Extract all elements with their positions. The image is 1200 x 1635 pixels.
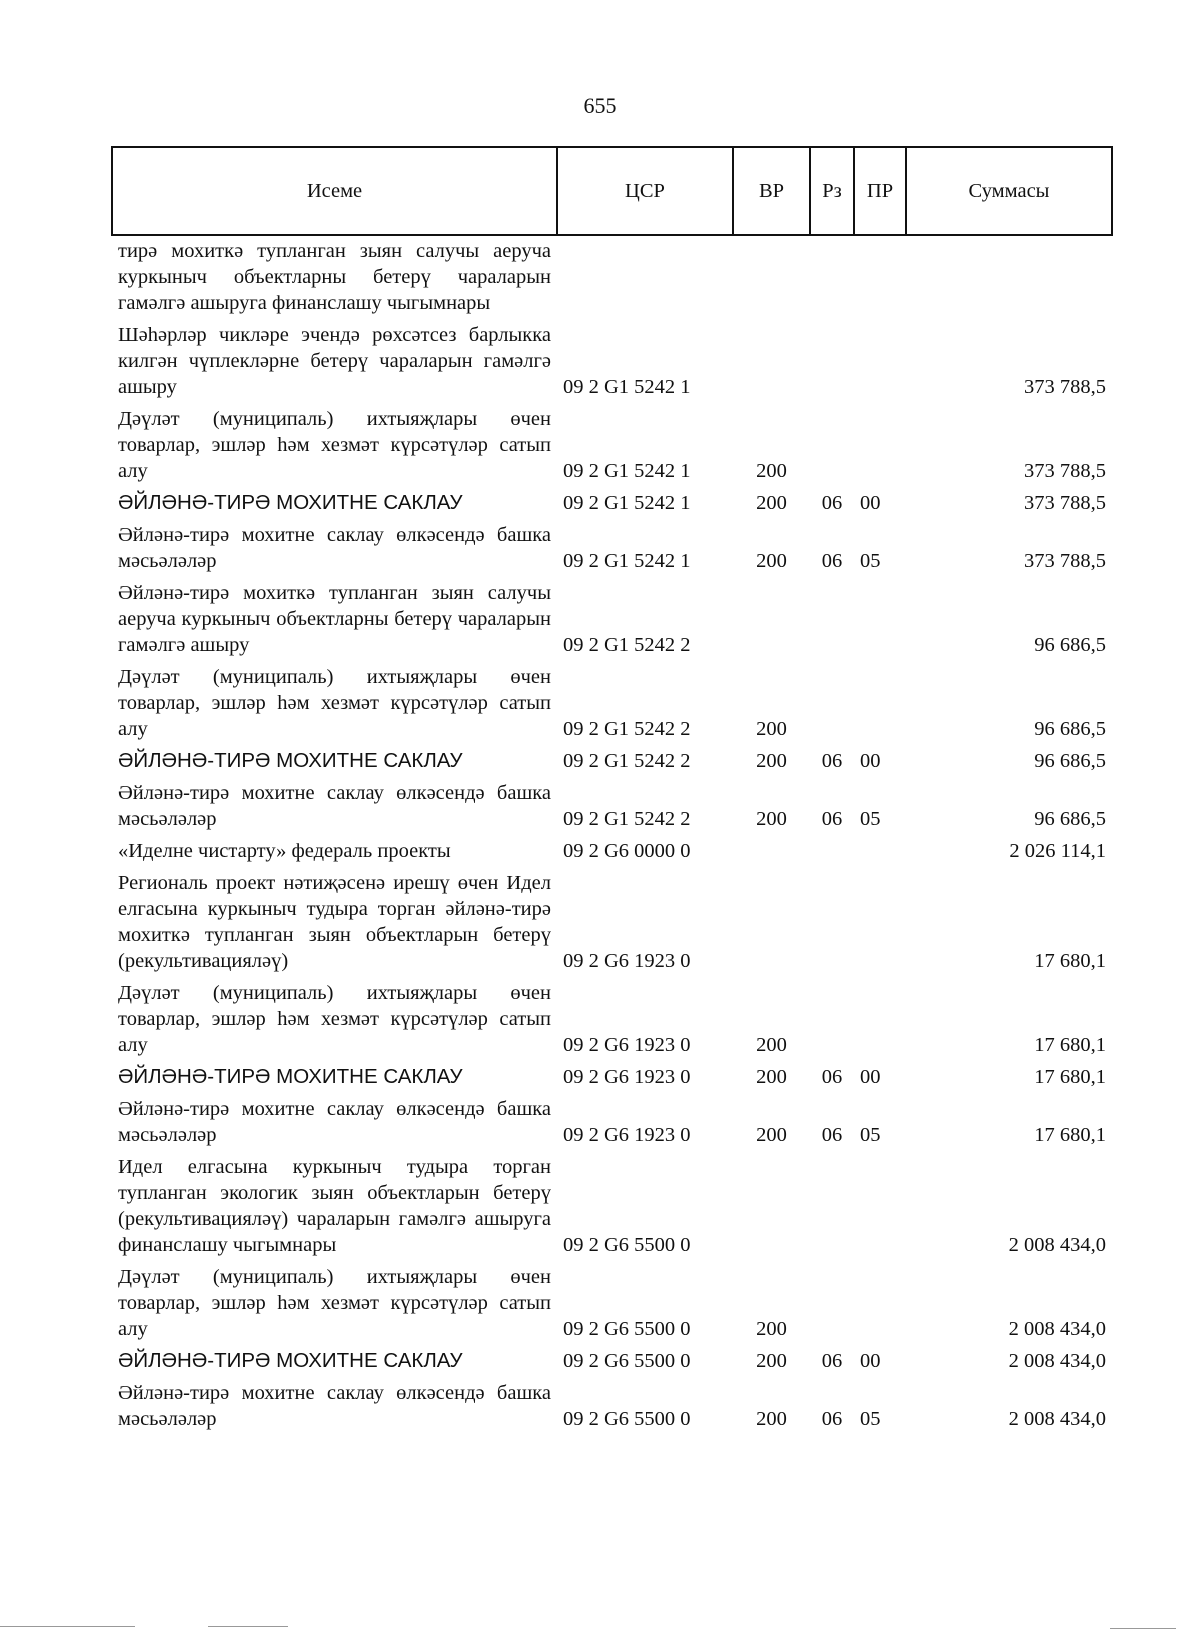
cell-name: тирә мохиткә тупланган зыян салучы аеручa куркыныч объектларны бетерү чараларын гамәлгә ашыруга финанслашу чыгымнары <box>118 240 551 314</box>
cell-csr: 09 2 G1 5242 1 <box>563 376 691 398</box>
cell-vr: 200 <box>756 1318 787 1340</box>
cell-pr <box>854 320 906 404</box>
table-row <box>112 1346 1112 1378</box>
table-row <box>112 868 1112 978</box>
cell-sum: 96 686,5 <box>1034 718 1106 740</box>
cell-vr: 200 <box>756 718 787 740</box>
cell-pr <box>854 578 906 662</box>
cell-csr <box>557 235 733 320</box>
cell-name: Әйләнә-тирә мохитне саклау өлкәсендә башка мәсьәләләр <box>118 1098 551 1146</box>
cell-sum: 17 680,1 <box>1034 950 1106 972</box>
cell-rz: 06 <box>821 550 843 572</box>
cell-sum: 96 686,5 <box>1034 634 1106 656</box>
cell-csr: 09 2 G6 1923 0 <box>563 1124 691 1146</box>
cell-rz: 06 <box>821 808 843 830</box>
cell-sum: 373 788,5 <box>1024 376 1106 398</box>
cell-sum: 2 008 434,0 <box>1008 1350 1106 1372</box>
cell-rz <box>810 868 854 978</box>
table-row <box>112 836 1112 868</box>
cell-vr: 200 <box>756 1124 787 1146</box>
cell-rz <box>810 662 854 746</box>
table-body <box>112 235 1112 1436</box>
cell-csr: 09 2 G1 5242 2 <box>563 750 691 772</box>
cell-csr: 09 2 G1 5242 1 <box>563 492 691 514</box>
cell-vr <box>733 578 810 662</box>
page-number: 655 <box>583 93 617 118</box>
cell-csr: 09 2 G6 5500 0 <box>563 1350 691 1372</box>
table-row <box>112 1378 1112 1436</box>
cell-sum: 96 686,5 <box>1034 750 1106 772</box>
budget-table <box>111 146 1113 1436</box>
cell-rz <box>810 836 854 868</box>
cell-sum: 96 686,5 <box>1034 808 1106 830</box>
table-header <box>112 147 1112 235</box>
cell-sum <box>906 235 1112 320</box>
cell-vr <box>733 836 810 868</box>
table-row <box>112 1152 1112 1262</box>
cell-rz <box>810 1262 854 1346</box>
cell-csr: 09 2 G1 5242 1 <box>563 460 691 482</box>
cell-rz: 06 <box>821 750 843 772</box>
cell-name: Әйләнә-тирә мохитне саклау өлкәсендә башка мәсьәләләр <box>118 782 551 830</box>
cell-sum: 373 788,5 <box>1024 492 1106 514</box>
cell-rz <box>810 578 854 662</box>
table-row <box>112 1094 1112 1152</box>
table-row <box>112 404 1112 488</box>
cell-rz <box>810 320 854 404</box>
cell-csr: 09 2 G6 1923 0 <box>563 1066 691 1088</box>
cell-csr: 09 2 G6 5500 0 <box>563 1234 691 1256</box>
cell-vr: 200 <box>756 1066 787 1088</box>
cell-name: Әйләнә-тирә мохитне саклау өлкәсендә башка мәсьәләләр <box>118 524 551 572</box>
table-row <box>112 520 1112 578</box>
cell-sum: 2 008 434,0 <box>1008 1234 1106 1256</box>
cell-name: Дәүләт (муниципаль) ихтыяҗлары өчен товарлар, эшләр һәм хезмәт күрсәтүләр сатып алу <box>118 982 551 1056</box>
footer-rule-left <box>0 1626 135 1627</box>
cell-pr <box>854 868 906 978</box>
cell-name: Дәүләт (муниципаль) ихтыяҗлары өчен товарлар, эшләр һәм хезмәт күрсәтүләр сатып алу <box>118 408 551 482</box>
cell-vr <box>733 868 810 978</box>
cell-sum: 2 026 114,1 <box>1009 840 1106 862</box>
table-row <box>112 320 1112 404</box>
cell-rz: 06 <box>821 492 843 514</box>
cell-pr: 05 <box>860 550 881 572</box>
cell-vr: 200 <box>756 492 787 514</box>
table-row <box>112 578 1112 662</box>
cell-csr: 09 2 G6 5500 0 <box>563 1408 691 1430</box>
header-pr: ПР <box>854 147 906 235</box>
cell-rz <box>810 235 854 320</box>
cell-vr <box>733 1152 810 1262</box>
cell-sum: 17 680,1 <box>1034 1034 1106 1056</box>
cell-rz <box>810 978 854 1062</box>
cell-pr: 00 <box>860 492 881 514</box>
cell-vr: 200 <box>756 460 787 482</box>
cell-rz <box>810 404 854 488</box>
table-row <box>112 778 1112 836</box>
cell-pr <box>854 235 906 320</box>
cell-vr: 200 <box>756 550 787 572</box>
cell-sum: 373 788,5 <box>1024 460 1106 482</box>
cell-pr: 00 <box>860 750 881 772</box>
cell-csr: 09 2 G1 5242 2 <box>563 634 691 656</box>
cell-pr: 05 <box>860 808 881 830</box>
table-row <box>112 978 1112 1062</box>
header-name: Исеме <box>112 147 557 235</box>
footer-rule-right <box>1110 1628 1176 1629</box>
table-row <box>112 488 1112 520</box>
cell-name: Идел елгасына куркыныч тудыра торган тупланган экологик зыян объектларын бетерү (рекультивацияләү) чараларын гамәлгә ашыруга финанслашу чыгымнары <box>118 1156 551 1256</box>
cell-vr: 200 <box>756 1034 787 1056</box>
cell-sum: 2 008 434,0 <box>1008 1408 1106 1430</box>
cell-sum: 17 680,1 <box>1034 1066 1106 1088</box>
cell-csr: 09 2 G6 1923 0 <box>563 950 691 972</box>
cell-name: Региональ проект нәтиҗәсенә ирешү өчен Идел елгасына куркыныч тудыра торган әйләнә-тирә мохиткә тупланган зыян объектларын бетерү (рекультивацияләү) <box>118 872 551 972</box>
cell-name: ӘЙЛӘНӘ-ТИРӘ МОХИТНЕ САКЛАУ <box>118 1065 463 1088</box>
cell-sum: 2 008 434,0 <box>1008 1318 1106 1340</box>
footer-rule-middle <box>208 1626 288 1627</box>
cell-name: Әйләнә-тирә мохитне саклау өлкәсендә башка мәсьәләләр <box>118 1382 551 1430</box>
cell-csr: 09 2 G1 5242 2 <box>563 718 691 740</box>
cell-pr: 05 <box>860 1408 881 1430</box>
header-rz: Рз <box>810 147 854 235</box>
table-row <box>112 746 1112 778</box>
cell-name: ӘЙЛӘНӘ-ТИРӘ МОХИТНЕ САКЛАУ <box>118 1349 463 1372</box>
cell-pr <box>854 1262 906 1346</box>
cell-pr <box>854 662 906 746</box>
cell-csr: 09 2 G6 5500 0 <box>563 1318 691 1340</box>
header-csr: ЦСР <box>557 147 733 235</box>
cell-name: «Иделне чистарту» федераль проекты <box>118 840 451 862</box>
cell-rz: 06 <box>821 1124 843 1146</box>
cell-name: Әйләнә-тирә мохиткә тупланган зыян салучы аеручa куркыныч объектларны бетерү чараларын гамәлгә ашыру <box>118 582 551 656</box>
table-row <box>112 1262 1112 1346</box>
cell-vr <box>733 235 810 320</box>
cell-vr: 200 <box>756 750 787 772</box>
header-sum: Суммасы <box>906 147 1112 235</box>
cell-pr <box>854 978 906 1062</box>
cell-pr <box>854 1152 906 1262</box>
cell-pr <box>854 836 906 868</box>
cell-vr: 200 <box>756 1408 787 1430</box>
cell-pr <box>854 404 906 488</box>
cell-rz: 06 <box>821 1408 843 1430</box>
cell-sum: 17 680,1 <box>1034 1124 1106 1146</box>
cell-name: Шәһәрләр чикләре эчендә рөхсәтсез барлыкка килгән чүплекләрне бетерү чараларын гамәлгә ашыру <box>118 324 551 398</box>
cell-pr: 00 <box>860 1350 881 1372</box>
cell-sum: 373 788,5 <box>1024 550 1106 572</box>
cell-csr: 09 2 G1 5242 1 <box>563 550 691 572</box>
cell-name: ӘЙЛӘНӘ-ТИРӘ МОХИТНЕ САКЛАУ <box>118 491 463 514</box>
cell-rz: 06 <box>821 1350 843 1372</box>
cell-pr: 00 <box>860 1066 881 1088</box>
cell-rz <box>810 1152 854 1262</box>
cell-rz: 06 <box>821 1066 843 1088</box>
cell-vr <box>733 320 810 404</box>
cell-name: Дәүләт (муниципаль) ихтыяҗлары өчен товарлар, эшләр һәм хезмәт күрсәтүләр сатып алу <box>118 666 551 740</box>
cell-csr: 09 2 G1 5242 2 <box>563 808 691 830</box>
cell-csr: 09 2 G6 0000 0 <box>563 840 691 862</box>
table-row <box>112 235 1112 320</box>
cell-vr: 200 <box>756 1350 787 1372</box>
cell-csr: 09 2 G6 1923 0 <box>563 1034 691 1056</box>
cell-name: Дәүләт (муниципаль) ихтыяҗлары өчен товарлар, эшләр һәм хезмәт күрсәтүләр сатып алу <box>118 1266 551 1340</box>
cell-pr: 05 <box>860 1124 881 1146</box>
table-row <box>112 662 1112 746</box>
cell-vr: 200 <box>756 808 787 830</box>
header-vr: ВР <box>733 147 810 235</box>
table-row <box>112 1062 1112 1094</box>
cell-name: ӘЙЛӘНӘ-ТИРӘ МОХИТНЕ САКЛАУ <box>118 749 463 772</box>
